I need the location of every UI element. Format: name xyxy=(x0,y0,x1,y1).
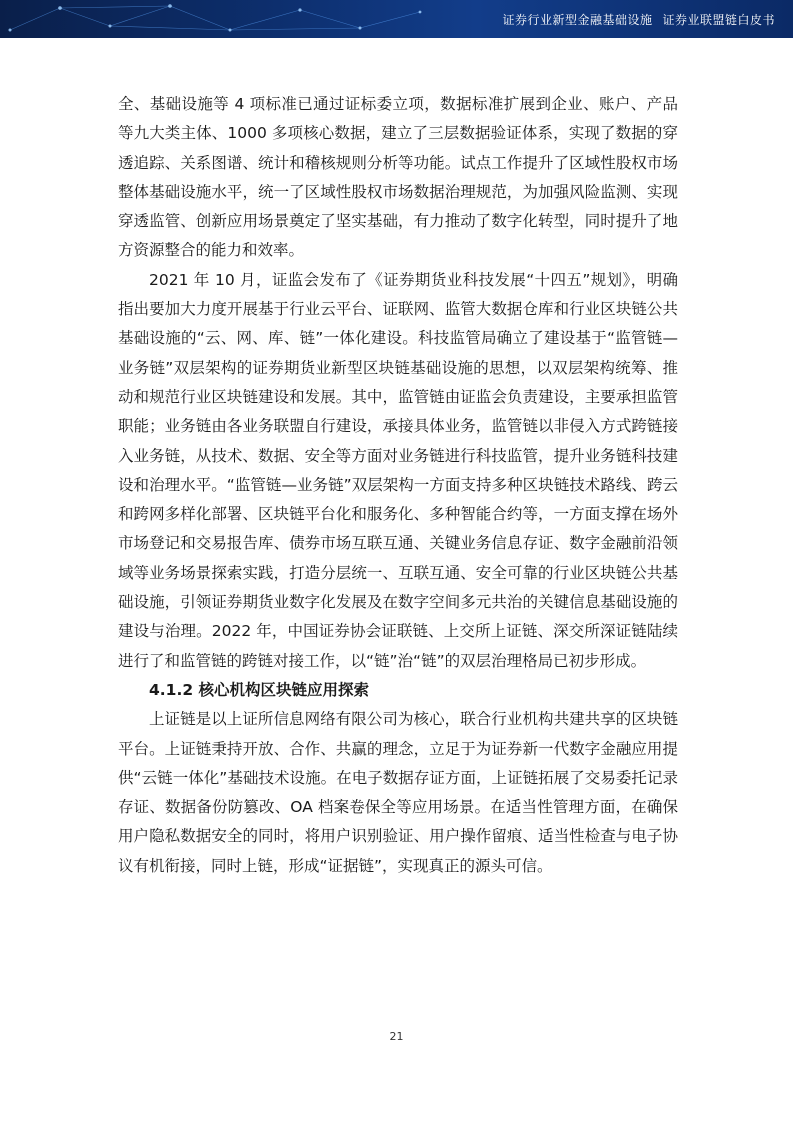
header-title-sub: 证券业联盟链白皮书 xyxy=(662,13,775,27)
paragraph-2: 2021 年 10 月，证监会发布了《证券期货业科技发展“十四五”规划》，明确指出要加大力度开展基于行业云平台、证联网、监管大数据仓库和行业区块链公共基础设施的“云、网、库、链”一体化建设。科技监管局确立了建设基于“监管链—业务链”双层架构的证券期货业新型区块链基础设施的思想，以双层架构统筹、推动和规范行业区块链建设和发展。其中，监管链由证监会负责建设，主要承担监管职能；业务链由各业务联盟自行建设，承接具体业务，监管链以非侵入方式跨链接入业务链，从技术、数据、安全等方面对业务链进行科技监管，提升业务链科技建设和治理水平。“监管链—业务链”双层架构一方面支持多种区块链技术路线、跨云和跨网多样化部署、区块链平台化和服务化、多种智能合约等，一方面支撑在场外市场登记和交易报告库、债券市场互联互通、关键业务信息存证、数字金融前沿领域等业务场景探索实践，打造分层统一、互联互通、安全可靠的行业区块链公共基础设施，引领证券期货业数字化发展及在数字空间多元共治的关键信息基础设施的建设与治理。2022 年，中国证券协会证联链、上交所上证链、深交所深证链陆续进行了和监管链的跨链对接工作，以“链”治“链”的双层治理格局已初步形成。 xyxy=(118,270,678,670)
header-title xyxy=(502,11,775,28)
section-paragraph: 上证链是以上证所信息网络有限公司为核心，联合行业机构共建共享的区块链平台。上证链秉持开放、合作、共赢的理念，立足于为证券新一代数字金融应用提供“云链一体化”基础技术设施。在电子数据存证方面，上证链拓展了交易委托记录存证、数据备份防篡改、OA 档案卷保全等应用场景。在适当性管理方面，在确保用户隐私数据安全的同时，将用户识别验证、用户操作留痕、适当性检查与电子协议有机衔接，同时上链，形成“证据链”，实现真正的源头可信。 xyxy=(118,710,678,875)
paragraph-1: 全、基础设施等 4 项标准已通过证标委立项，数据标准扩展到企业、账户、产品等九大类主体、1000 多项核心数据，建立了三层数据验证体系，实现了数据的穿透追踪、关系图谱、统计和稽核规则分析等功能。试点工作提升了区域性股权市场整体基础设施水平，统一了区域性股权市场数据治理规范，为加强风险监测、实现穿透监管、创新应用场景奠定了坚实基础，有力推动了数字化转型，同时提升了地方资源整合的能力和效率。 xyxy=(118,95,678,260)
header-band xyxy=(0,0,793,38)
section-heading: 4.1.2 核心机构区块链应用探索 xyxy=(149,680,370,699)
header-title-main: 证券行业新型金融基础设施 xyxy=(502,13,653,27)
page-number: 21 xyxy=(389,1030,404,1043)
document-body xyxy=(118,90,678,881)
